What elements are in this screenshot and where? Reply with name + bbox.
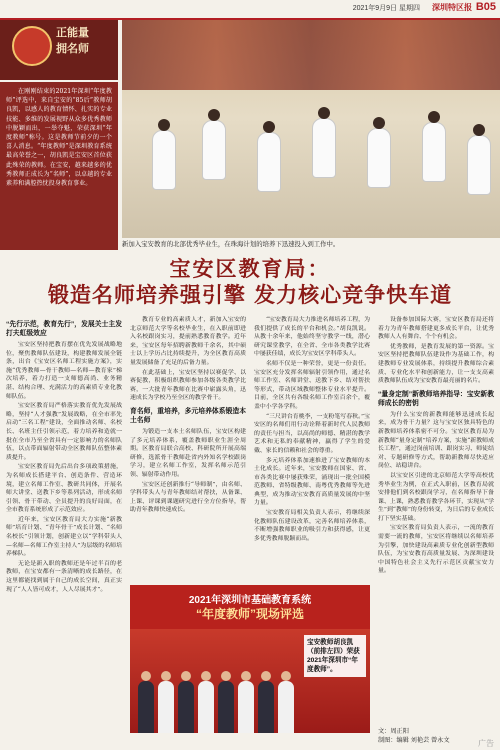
- subheading: “先行示范，教育先行”，发展关士主发打夫虹级效应: [6, 321, 122, 337]
- column-kicker: [0, 20, 118, 80]
- paragraph: 设备参加国际大赛，宝安区教育局还将着力为青年教师搭建更多成长平台，让优秀教师人人有舞台、个个有机会。: [378, 317, 494, 341]
- article-column-4: [378, 316, 494, 724]
- paragraph: 宝安区还创新推行“导师制”，由名师、学科带头人与青年教师结对帮扶，从备课、上课、评课到课题研究进行全方位指导，帮助青年教师快速成长。: [130, 481, 246, 514]
- paragraph: 名师不仅是一种荣誉，更是一份责任。宝安区充分发挥名师辐射引领作用，通过名师工作室、名师讲堂、送教下乡、结对帮扶等形式，带动区域教师整体专业水平提升。目前，全区共有各级名师工作室百余个，覆盖中小学各学科。: [254, 360, 370, 410]
- student-figure: [152, 130, 176, 190]
- paragraph: 为什么宝安的新教师能够迅速成长起来，成为骨干力量？这与宝安区独具特色的新教师培养体系密不可分。宝安区教育局为新教师“量身定制”培养方案，实施“新教师成长工程”，通过岗前培训、跟岗实习、师徒结对、专题研修等方式，帮助新教师尽快适应岗位、站稳讲台。: [378, 411, 494, 470]
- article-column-1: [6, 316, 122, 595]
- paragraph: 宝安教育局相关负责人表示，将继续深化教师队伍建设改革，完善名师培养体系，不断增强教师职业的吸引力和获得感，让更多优秀教师脱颖而出。: [254, 510, 370, 542]
- person-figure: [218, 681, 234, 733]
- paragraph: 以宝安区引进的北京师范大学等高校优秀毕业生为例，在正式入职前，区教育局就安排他们到名校跟岗学习，在名师指导下备课、上课，熟悉教育教学各环节，实现从“学生”到“教师”的身份转变，为日后的专业成长打下坚实基础。: [378, 472, 494, 522]
- kicker-line-2: 拥名师: [56, 43, 89, 55]
- kicker-line-1: 正能量: [56, 27, 89, 39]
- student-figure: [312, 118, 336, 178]
- subheading: 育名师，重培养，多元培养体系锻造本土名师: [130, 407, 246, 424]
- paragraph: 优秀教师，是教育发展的第一资源。宝安区坚持把教师队伍建设作为基础工作，构建教师专业发展体系，持续提升教师综合素质、专业化水平和创新能力，让一支支高素质教师队伍成为宝安教育最亮丽的名片。: [378, 343, 494, 385]
- paragraph: “宝安教育局大力推进名师培养工程，为我们提供了成长的平台和机会。”胡良凯说。从教十余年来，他始终坚守教学一线，潜心研究课堂教学，在全省、全市各类教学比赛中屡获佳绩，成长为宝安区学科带头人。: [254, 317, 370, 358]
- paragraph: 无论是新入职的教师还是年过半百的老教师，在宝安都有一条清晰的成长路径，在这里都能找到属于自己的成长空间，真正实现了“人人皆可成才，人人尽展其才”。: [6, 560, 122, 593]
- poster-title-1: 2021年深圳市基础教育系统: [188, 595, 312, 606]
- paragraph: 宝安区坚持把教育摆在优先发展战略地位，聚焦教师队伍建设，构建教师发展全链条，出台《宝安区名师工程实施方案》，实施“优秀教师—骨干教师—名师—教育家”梯次培养，着力打造一支师德高尚、业务精湛、结构合理、充满活力的高素质专业化教师队伍。: [6, 342, 122, 400]
- person-figure: [158, 681, 174, 733]
- issue-date: 2021年9月9日 星期四: [352, 5, 420, 12]
- paper-name: 深圳特区报: [432, 2, 472, 12]
- paragraph: 近年来，宝安区教育局大力实施“新教师”培育计划、“青年骨干”成长计划、“名师名校长”引领计划，创新建立以“学科带头人—名师—名师工作室主持人”为层级的名师培养梯队。: [6, 516, 122, 558]
- headline-line-2: 锻造名师培养强引擎 发力核心竞争快车道: [47, 282, 453, 307]
- paragraph: 在此基础上，宝安区坚持以赛促学、以赛促教，积极组织教师参加各级各类教学比赛，一大批青年教师在比赛中崭露头角，迅速成长为学校乃至全区的教学骨干。: [130, 369, 246, 402]
- paragraph: 为锻造一支本土名师队伍，宝安区构建了多元培养体系，覆盖教师职业生涯全周期。区教育局联合高校、科研院所开展高端研修，选派骨干教师赴省内外知名学校跟岗学习，建立名师工作室，发挥名师示范引领、辐射带动作用。: [130, 428, 246, 478]
- person-figure: [138, 681, 154, 733]
- paragraph: “三尺讲台育桃李，一支粉笔写春秋。”宝安区的名师们用行动诠释着新时代人民教师的责任与担当，以高尚的师德、精湛的教学艺术和无私的奉献精神，赢得了学生的爱戴、家长的信赖和社会的尊重。: [254, 413, 370, 454]
- paragraph: 宝安区教育局严格落实教育优先发展战略，坚持“人才强教”发展战略，在全市率先启动“三名工程”建设，全面推动名师、名校长、名班主任引领示范，着力培养和造就一批在全市乃至全省具有一定影响力的名师队伍，以点带面辐射带动全区教师队伍整体素质提升。: [6, 403, 122, 461]
- paragraph: 多元培养体系加速推进了宝安教师的本土化成长。近年来，宝安教师在国家、省、市各类比赛中屡获殊荣，涌现出一批全国模范教师、省特级教师、南粤优秀教师等先进典型，成为推动宝安教育高质量发展的中坚力量。: [254, 457, 370, 507]
- poster-caption: 宝安教师胡良凯（前排左四）荣获2021年深圳市“年度教师”。: [304, 635, 366, 677]
- person-figure: [238, 681, 254, 733]
- student-figure: [467, 135, 491, 195]
- article-column-3: [254, 316, 370, 578]
- person-figure: [198, 681, 214, 733]
- subheading: “量身定制”新教师培养指导：宝安新教师成长的密钥: [378, 390, 494, 407]
- page-number: B05: [475, 1, 496, 13]
- student-figure: [422, 122, 446, 182]
- masthead-bar: [0, 0, 500, 20]
- paragraph: 宝安区教育局负责人表示，一流的教育需要一流的教师，宝安区将继续以名师培养为引擎，加快建设高素质专业化创新型教师队伍，为宝安教育高质量发展、为深圳建设中国特色社会主义先行示范区贡献宝安力量。: [378, 525, 494, 575]
- paragraph: 教育专业的高素质人才，新加入宝安的北京师范大学等名校毕业生，在入职前即进入名校跟岗实习，提前熟悉教育教学。近年来，宝安区每年招聘新教师千余名，其中硕士以上学历占比持续提升，为全区教育高质量发展储备了充足的后备力量。: [130, 317, 246, 366]
- lead-text: 在刚刚结束的2021年深圳“年度教师”评选中，来自宝安的“85后”教师胡良凯，以感人的教育情怀、扎实的专业技能、多维的发展视野从众多优秀教师中脱颖而出，一举夺魁，荣获深圳“年度教师”称号。这是教师节前夕的一个喜人消息。“年度教师”是深圳教育系统最高荣誉之一，胡良凯是宝安区首位获此殊荣的教师。在宝安，越来越多的优秀教师正成长为“名师”，以卓越的专业素养和满腔热忱投身教育事业。: [6, 88, 112, 188]
- photo-caption: 新加入宝安教育的北部优秀毕业生，在珠海计划的培养下迅速投入到工作中。: [122, 241, 340, 248]
- headline: [0, 256, 500, 308]
- person-figure: [258, 681, 274, 733]
- student-figure: [367, 128, 391, 188]
- article-column-2: [130, 316, 246, 578]
- hero-section: [0, 20, 500, 252]
- ad-mark: 广告: [478, 739, 494, 748]
- student-figure: [202, 120, 226, 180]
- emblem-icon: [12, 26, 52, 66]
- poster-title-2: “年度教师”现场评选: [195, 607, 304, 621]
- event-photo: [130, 585, 370, 733]
- stage-curtain: [122, 20, 500, 90]
- student-figure: [257, 132, 281, 192]
- lead-box: [0, 82, 118, 250]
- headline-line-1: 宝安区教育局：: [169, 256, 331, 281]
- paragraph: 宝安区教育局先后出台多项政策措施，为名师成长搭建平台、创造条件、营造环境，建立名师工作室、教研共同体，开展名师大讲堂、送教下乡等系列活动，形成名师引领、骨干带动、全员提升的良好局面，在全市教育系统形成了示范效应。: [6, 464, 122, 514]
- classroom-photo: [122, 20, 500, 238]
- byline: 文：周正阳 制图：编辑 刘艳芸 曾永文: [378, 728, 450, 744]
- person-figure: [278, 681, 294, 733]
- person-figure: [178, 681, 194, 733]
